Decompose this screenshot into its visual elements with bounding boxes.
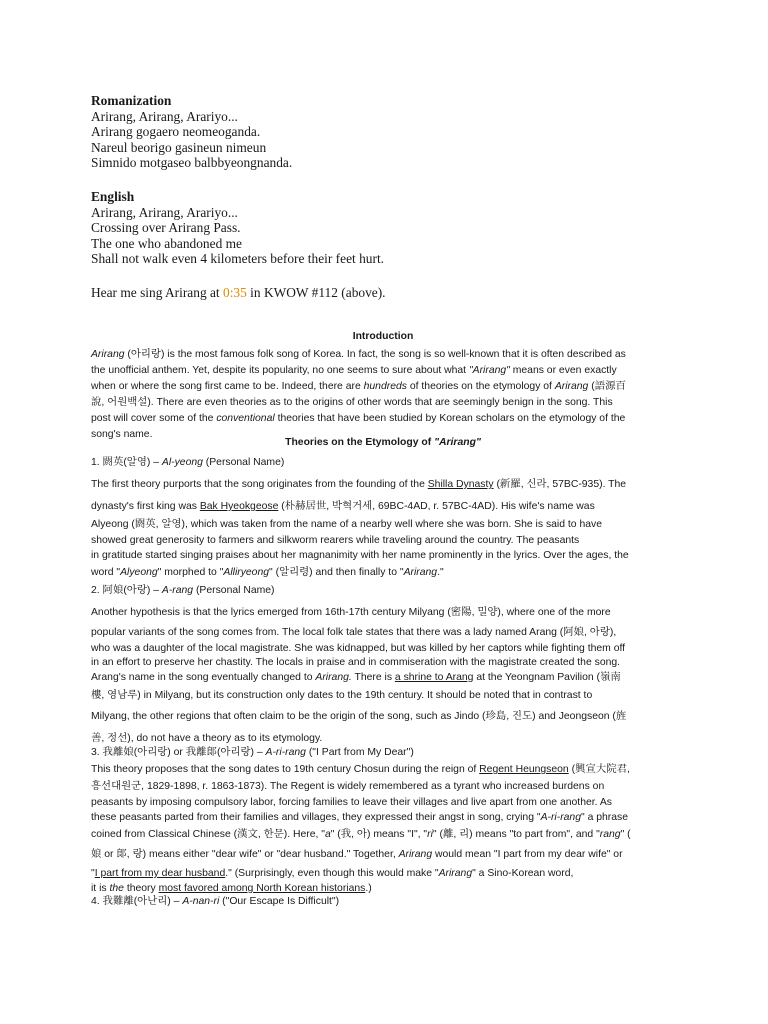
english-section	[91, 189, 681, 267]
theory-heading-text: (Personal Name)	[193, 585, 275, 596]
romanization-line: Nareul beorigo gasineun nimeun	[91, 139, 267, 155]
paragraph-text: coined from Classical Chinese (漢文, 한문). Here, "	[91, 829, 325, 840]
paragraph-text: Arirang.	[315, 672, 352, 683]
paragraph-text: popular variants of the song comes from. The local folk tale states that there was a lady named Arang (阿娘, 아랑),	[91, 627, 617, 638]
english-line: Shall not walk even 4 kilometers before their feet hurt.	[91, 251, 385, 267]
intro-text: Arirang	[91, 349, 125, 360]
theory-heading-text: A-rang	[161, 585, 194, 596]
paragraph-text: ."	[437, 567, 444, 578]
paragraph-text: "	[91, 868, 95, 879]
romanization-line: Arirang gogaero neomeoganda.	[91, 124, 261, 140]
english-line: Crossing over Arirang Pass.	[91, 220, 241, 236]
intro-text: the unofficial anthem. Yet, despite its popularity, no one seems to sure about what	[91, 365, 469, 376]
paragraph-text: (朴赫居世, 박혁거세, 69BC-4AD, r. 57BC-4AD). His wife's name was	[278, 501, 595, 512]
intro-text: hundreds	[363, 381, 407, 392]
paragraph-text: (興宣大院君,	[568, 764, 630, 775]
paragraph-text: Another hypothesis is that the lyrics emerged from 16th-17th century Milyang (密陽, 밀양), where one of the more	[91, 607, 611, 618]
paragraph-text: " (알리령) and then finally to "	[269, 567, 404, 578]
theory-1-heading	[91, 455, 675, 471]
paragraph-text: word "	[91, 567, 121, 578]
paragraph-text: in gratitude started singing praises about her magnanimity with her name prominently in the lyrics. Over the ages, the	[91, 550, 629, 561]
theory-heading-text: 1. 閼英(알영) –	[91, 457, 162, 468]
north-korean-historians-link[interactable]: most favored among North Korean historians	[158, 883, 366, 894]
paragraph-text: A-ri-rang	[540, 812, 581, 823]
romanization-line: Simnido motgaseo balbbyeongnanda.	[91, 155, 293, 171]
paragraph-text: Arirang	[398, 849, 433, 860]
paragraph-text: a	[324, 829, 331, 840]
theory-2-paragraph	[91, 602, 675, 750]
paragraph-text: ri	[427, 829, 433, 840]
theory-2-heading	[91, 583, 675, 599]
theory-3-paragraph	[91, 762, 675, 896]
paragraph-text: 樓, 영남루) in Milyang, but its construction only dates to the 19th century. It should be noted that in contrast to	[91, 690, 593, 701]
theory-heading-text: 4. 我難離(아난리) –	[91, 896, 183, 907]
i-part-from-my-dear-husband-link[interactable]: I part from my dear husband	[94, 868, 226, 879]
introduction-title: Introduction	[352, 331, 414, 342]
paragraph-text: " a phrase	[581, 812, 629, 823]
paragraph-text: theory	[123, 883, 159, 894]
intro-text: song's name.	[91, 429, 153, 440]
paragraph-text: There is	[351, 672, 395, 683]
intro-text: Arirang	[554, 381, 589, 392]
intro-text: theories that have been studied by Korean scholars on the etymology of the	[274, 413, 626, 424]
bak-hyeokgeose-link[interactable]: Bak Hyeokgeose	[199, 501, 279, 512]
intro-text: conventional	[216, 413, 275, 424]
shilla-dynasty-link[interactable]: Shilla Dynasty	[427, 479, 494, 490]
introduction-paragraph	[91, 347, 675, 443]
paragraph-text: rang	[599, 829, 621, 840]
shrine-to-arang-link[interactable]: a shrine to Arang	[394, 672, 474, 683]
paragraph-text: peasants by imposing compulsory labor, forcing families to leave their villages and live apart from one another. As	[91, 797, 612, 808]
paragraph-text: it is	[91, 883, 110, 894]
paragraph-text: The first theory purports that the song originates from the founding of the	[91, 479, 428, 490]
theory-1-paragraph	[91, 474, 675, 518]
theory-heading-text: ("Our Escape Is Difficult")	[219, 896, 340, 907]
paragraph-text: dynasty's first king was	[91, 501, 200, 512]
theory-heading-text: (Personal Name)	[202, 457, 285, 468]
theory-heading-text: 2. 阿娘(아랑) –	[91, 585, 162, 596]
english-line: Arirang, Arirang, Arariyo...	[91, 204, 238, 220]
paragraph-text: 娘 or 郞, 랑) means either "dear wife" or "dear husband." Together,	[91, 849, 399, 860]
intro-text: (語源百	[588, 381, 626, 392]
intro-text: means or even exactly	[509, 365, 617, 376]
paragraph-text: Milyang, the other regions that often claim to be the origin of the song, such as Jindo (珍島, 진도) and Jeongseon (旌	[91, 711, 627, 722]
theories-title	[91, 437, 675, 448]
paragraph-text: .)	[365, 883, 372, 894]
hear-text-after: in KWOW #112 (above).	[246, 285, 386, 300]
english-line: The one who abandoned me	[91, 235, 242, 251]
theory-heading-text: A-ri-rang	[265, 747, 306, 758]
paragraph-text: Arang's name in the song eventually changed to	[91, 672, 316, 683]
paragraph-text: 흥선대원군, 1829-1898, r. 1863-1873). The Regent is widely remembered as a tyrant who increased burdens on	[91, 781, 605, 792]
theory-heading-text: Al-yeong	[161, 457, 203, 468]
paragraph-text: Alyeong	[120, 567, 158, 578]
intro-text: "Arirang"	[468, 365, 510, 376]
paragraph-text: these peasants parted from their families and villages, they expressed their angst in song, crying "	[91, 812, 541, 823]
theory-heading-text: ("I Part from My Dear")	[305, 747, 414, 758]
paragraph-text: " (	[620, 829, 631, 840]
paragraph-text: " (離, 리) means "to part from", and "	[432, 829, 600, 840]
paragraph-text: Alliryeong	[223, 567, 270, 578]
paragraph-text: Arirang	[438, 868, 473, 879]
romanization-section	[91, 93, 681, 171]
intro-text: (아리랑) is the most famous folk song of Korea. In fact, the song is so well-known that it is often described as	[124, 349, 626, 360]
intro-text: 說, 어원백설). There are even theories as to the origins of other words that are seemingly benign in the song. This	[91, 397, 613, 408]
romanization-heading: Romanization	[91, 93, 172, 108]
theories-title-text: "Arirang"	[434, 437, 481, 448]
theories-title-text: Theories on the Etymology of	[285, 437, 435, 448]
paragraph-text: the	[109, 883, 124, 894]
intro-text: of theories on the etymology of	[406, 381, 555, 392]
intro-text: when or where the song first came to be. Indeed, there are	[91, 381, 364, 392]
english-heading: English	[91, 189, 135, 204]
theory-1-paragraph-cont	[91, 516, 675, 582]
paragraph-text: showed great generosity to farmers and silkworm rearers while traveling around the country. The peasants	[91, 535, 580, 546]
theory-3-heading	[91, 745, 675, 761]
paragraph-text: Arirang	[403, 567, 438, 578]
regent-heungseon-link[interactable]: Regent Heungseon	[479, 764, 569, 775]
hear-me-sing-line	[91, 285, 681, 301]
paragraph-text: ." (Surprisingly, even though this would make "	[225, 868, 439, 879]
paragraph-text: would mean "I part from my dear wife" or	[432, 849, 623, 860]
video-timestamp-link[interactable]: 0:35	[223, 285, 247, 300]
paragraph-text: This theory proposes that the song dates to 19th century Chosun during the reign of	[91, 764, 480, 775]
intro-text: post will cover some of the	[91, 413, 217, 424]
theory-heading-text: A-nan-ri	[182, 896, 220, 907]
theory-heading-text: 3. 我離娘(아리랑) or 我離郞(아리랑) –	[91, 747, 266, 758]
hear-text-before: Hear me sing Arirang at	[91, 285, 224, 300]
paragraph-text: who was a daughter of the local magistrate. She was kidnapped, but was killed by her captors while fighting them off	[91, 643, 626, 654]
paragraph-text: Alyeong (閼英, 알영), which was taken from the name of a nearby well where she was born. She is said to have	[91, 519, 602, 530]
paragraph-text: " (我, 아) means "I", "	[330, 829, 428, 840]
paragraph-text: " a Sino-Korean word,	[472, 868, 574, 879]
paragraph-text: in an effort to preserve her chastity. The locals in praise and in commiseration with the magistrate created the song.	[91, 657, 621, 668]
paragraph-text: at the Yeongnam Pavilion (嶺南	[473, 672, 621, 683]
romanization-line: Arirang, Arirang, Arariyo...	[91, 108, 238, 124]
paragraph-text: (新羅, 신라, 57BC-935). The	[493, 479, 627, 490]
paragraph-text: " morphed to "	[157, 567, 224, 578]
paragraph-text: 善, 정선), do not have a theory as to its etymology.	[91, 733, 323, 744]
theory-4-heading	[91, 894, 675, 910]
